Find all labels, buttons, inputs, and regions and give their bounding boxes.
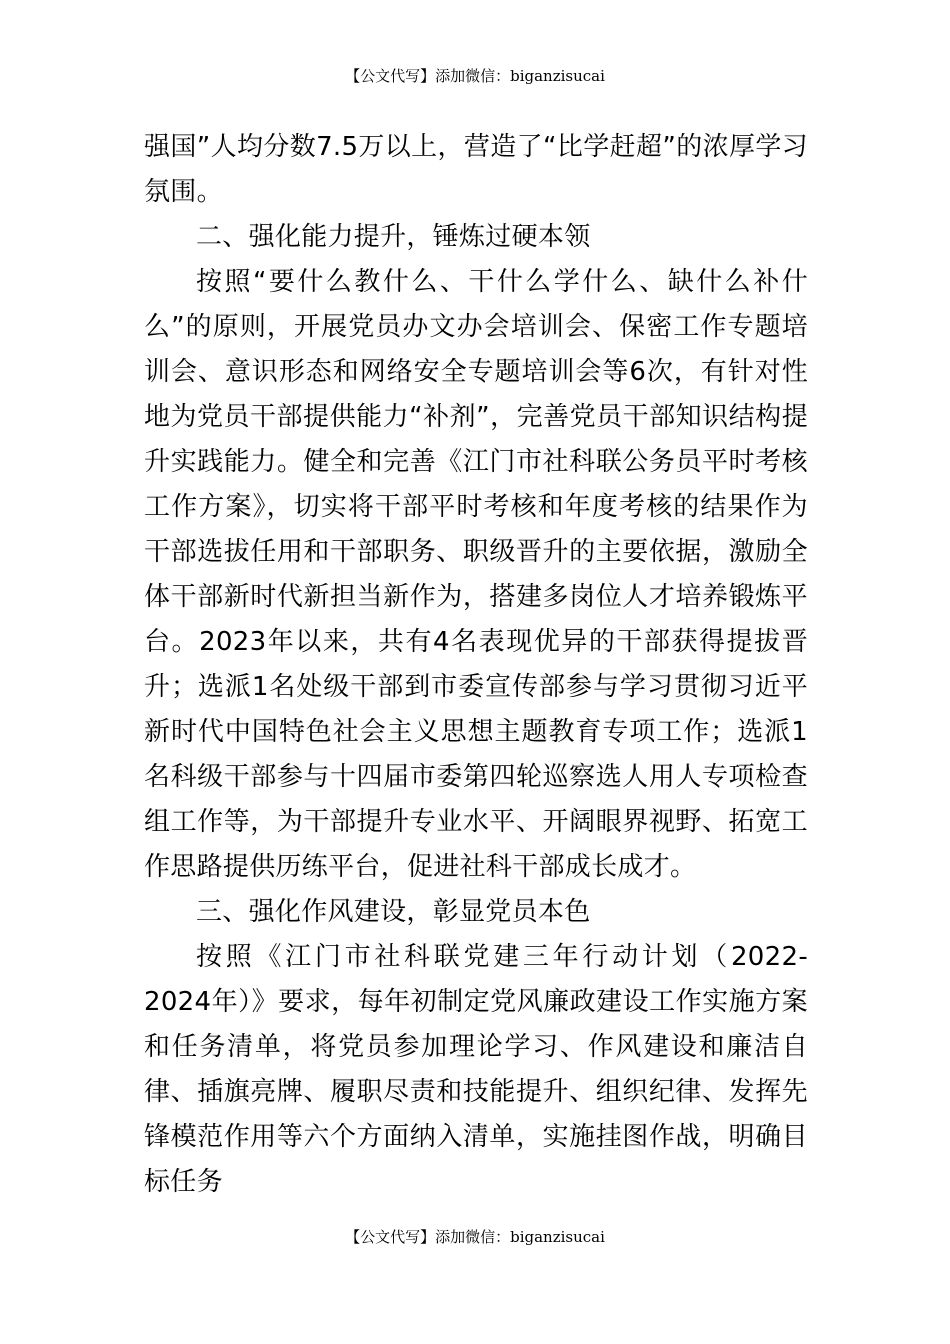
section-heading-3: 三、强化作风建设，彰显党员本色 (196, 897, 591, 927)
page-footer-watermark: 【公文代写】添加微信：biganzisucai (345, 1228, 605, 1246)
page-header-watermark: 【公文代写】添加微信：biganzisucai (345, 67, 605, 85)
section-heading-2: 二、强化能力提升，锤炼过硬本领 (196, 222, 591, 252)
paragraph-continuation: 强国”人均分数7.5万以上，营造了“比学赶超”的浓厚学习氛围。 (144, 132, 808, 207)
paragraph-capability: 按照“要什么教什么、干什么学什么、缺什么补什么”的原则，开展党员办文办会培训会、保密工作专题培训会、意识形态和网络安全专题培训会等6次，有针对性地为党员干部提供能力“补剂”，完善党员干部知识结构提升实践能力。健全和完善《江门市社科联公务员平时考核工作方案》，切实将干部平时考核和年度考核的结果作为干部选拔任用和干部职务、职级晋升的主要依据，激励全体干部新时代新担当新作为，搭建多岗位人才培养锻炼平台。2023年以来，共有4名表现优异的干部获得提拔晋升；选派1名处级干部到市委宣传部参与学习贯彻习近平新时代中国特色社会主义思想主题教育专项工作；选派1名科级干部参与十四届市委第四轮巡察选人用人专项检查组工作等，为干部提升专业水平、开阔眼界视野、拓宽工作思路提供历练平台，促进社科干部成长成才。 (144, 267, 808, 882)
document-body (144, 125, 808, 1205)
paragraph-style-building: 按照《江门市社科联党建三年行动计划（2022-2024年）》要求，每年初制定党风廉政建设工作实施方案和任务清单，将党员参加理论学习、作风建设和廉洁自律、插旗亮牌、履职尽责和技能提升、组织纪律、发挥先锋模范作用等六个方面纳入清单，实施挂图作战，明确目标任务 (144, 942, 808, 1197)
